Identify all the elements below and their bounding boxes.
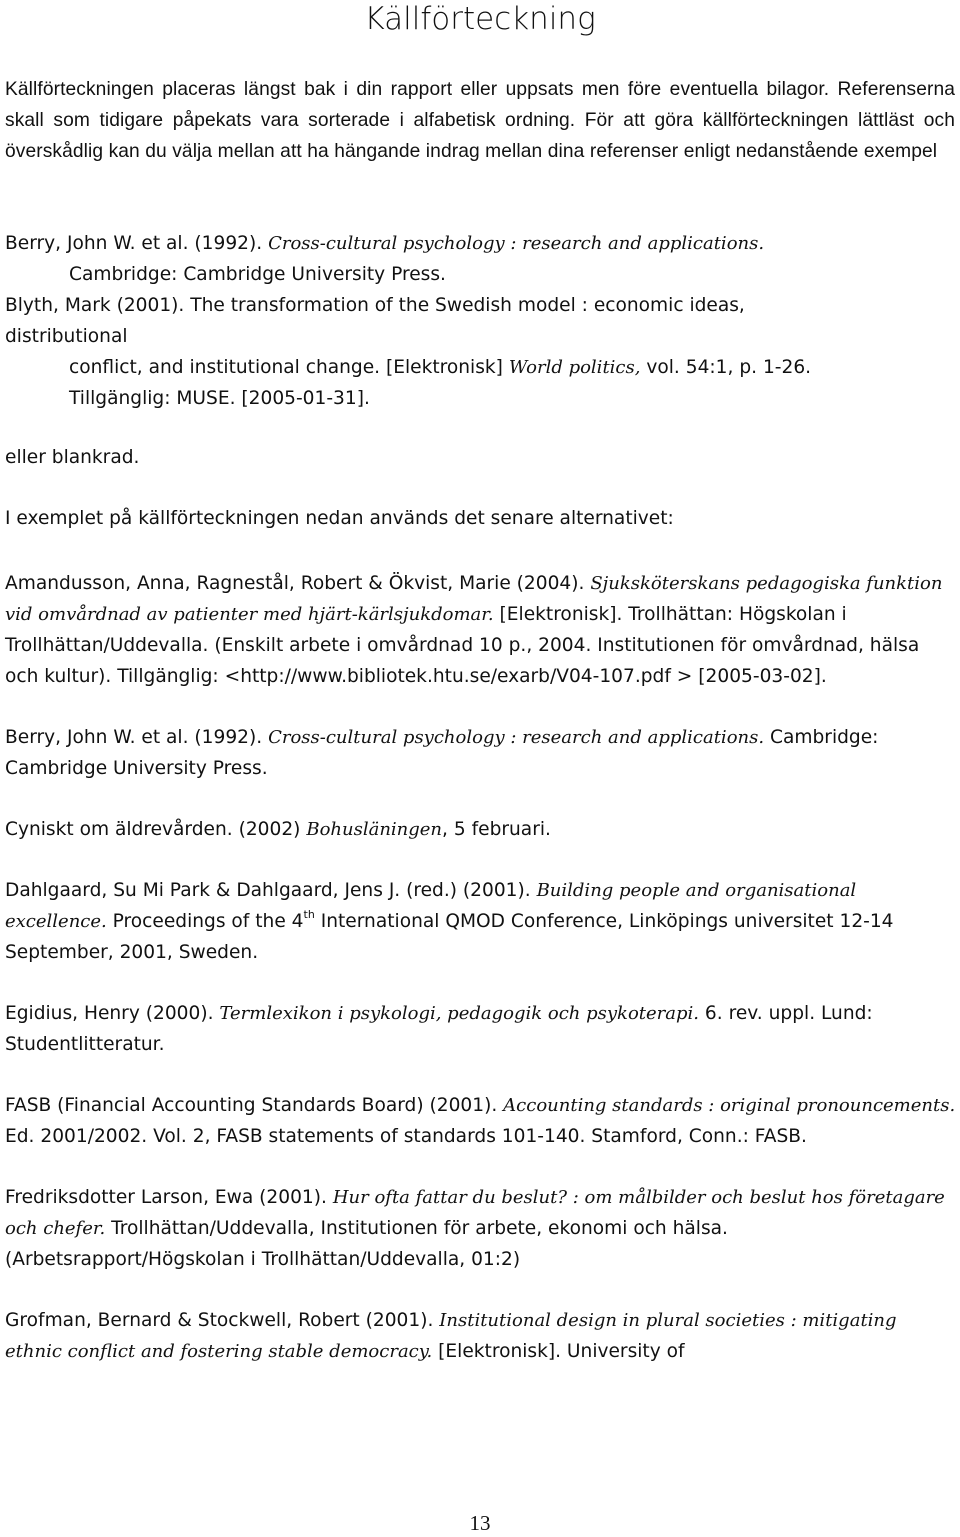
reference-entry: Amandusson, Anna, Ragnestål, Robert & Ökvist, Marie (2004). Sjuksköterskans pedagogiska funktion vid omvårdnad av patienter med hjärt-kärlsjukdomar. [Elektronisk]. Trollhättan: Högskolan i Trollhättan/Uddevalla. (Enskilt arbete i omvårdnad 10 p., 2004. Institutionen för omvårdnad, hälsa och kultur). Tillgänglig: <http://www.bibliotek.htu.se/exarb/V04-107.pdf > [2005-03-02]. xyxy=(5,573,943,687)
reference-entry: Fredriksdotter Larson, Ewa (2001). Hur ofta fattar du beslut? : om målbilder och beslut hos företagare och chefer. Trollhättan/Uddevalla, Institutionen för arbete, ekonomi och hälsa. (Arbetsrapport/Högskolan i Trollhättan/Uddevalla, 01:2) xyxy=(5,1187,945,1270)
page-number: 13 xyxy=(469,1511,491,1535)
reference-entry: Dahlgaard, Su Mi Park & Dahlgaard, Jens J. (red.) (2001). Building people and organisational excellence. Proceedings of the 4th International QMOD Conference, Linköpings universitet 12-14 September, 2001, Sweden. xyxy=(5,880,894,963)
example-line: Cambridge: Cambridge University Press. xyxy=(69,264,446,285)
reference-entry: FASB (Financial Accounting Standards Board) (2001). Accounting standards : original pronouncements. Ed. 2001/2002. Vol. 2, FASB statements of standards 101-140. Stamford, Conn.: FASB. xyxy=(5,1095,956,1147)
intro-paragraph: Källförteckningen placeras längst bak i din rapport eller uppsats men före eventuella bilagor. Referenserna skall som tidigare påpekats vara sorterade i alfabetisk ordning. För att göra källförteckningen lättläst och överskådlig kan du välja mellan att ha hängande indrag mellan dina referenser enligt nedanstående exempel xyxy=(5,79,955,162)
example-line: distributional xyxy=(5,326,128,347)
example-line: Tillgänglig: MUSE. [2005-01-31]. xyxy=(69,388,370,409)
example-line: conflict, and institutional change. [Elektronisk] World politics, vol. 54:1, p. 1-26. xyxy=(69,357,812,378)
alternative-heading: I exemplet på källförteckningen nedan används det senare alternativet: xyxy=(5,508,674,529)
page-title: Källförteckning xyxy=(364,1,596,37)
reference-entry: Egidius, Henry (2000). Termlexikon i psykologi, pedagogik och psykoterapi. 6. rev. uppl. Lund: Studentlitteratur. xyxy=(5,1003,873,1055)
example-line: Berry, John W. et al. (1992). Cross-cultural psychology : research and applications. xyxy=(5,233,765,254)
hanging-indent-example xyxy=(5,228,957,534)
or-blank-line: eller blankrad. xyxy=(5,447,140,468)
example-line: Blyth, Mark (2001). The transformation of the Swedish model : economic ideas, xyxy=(5,295,745,316)
reference-entry: Berry, John W. et al. (1992). Cross-cultural psychology : research and applications. Cambridge: Cambridge University Press. xyxy=(5,727,879,779)
reference-entry: Grofman, Bernard & Stockwell, Robert (2001). Institutional design in plural societies : mitigating ethnic conflict and fostering stable democracy. [Elektronisk]. University of xyxy=(5,1310,897,1362)
reference-entry: Cyniskt om äldrevården. (2002) Bohusläningen, 5 februari. xyxy=(5,819,551,840)
reference-list xyxy=(5,568,957,1397)
